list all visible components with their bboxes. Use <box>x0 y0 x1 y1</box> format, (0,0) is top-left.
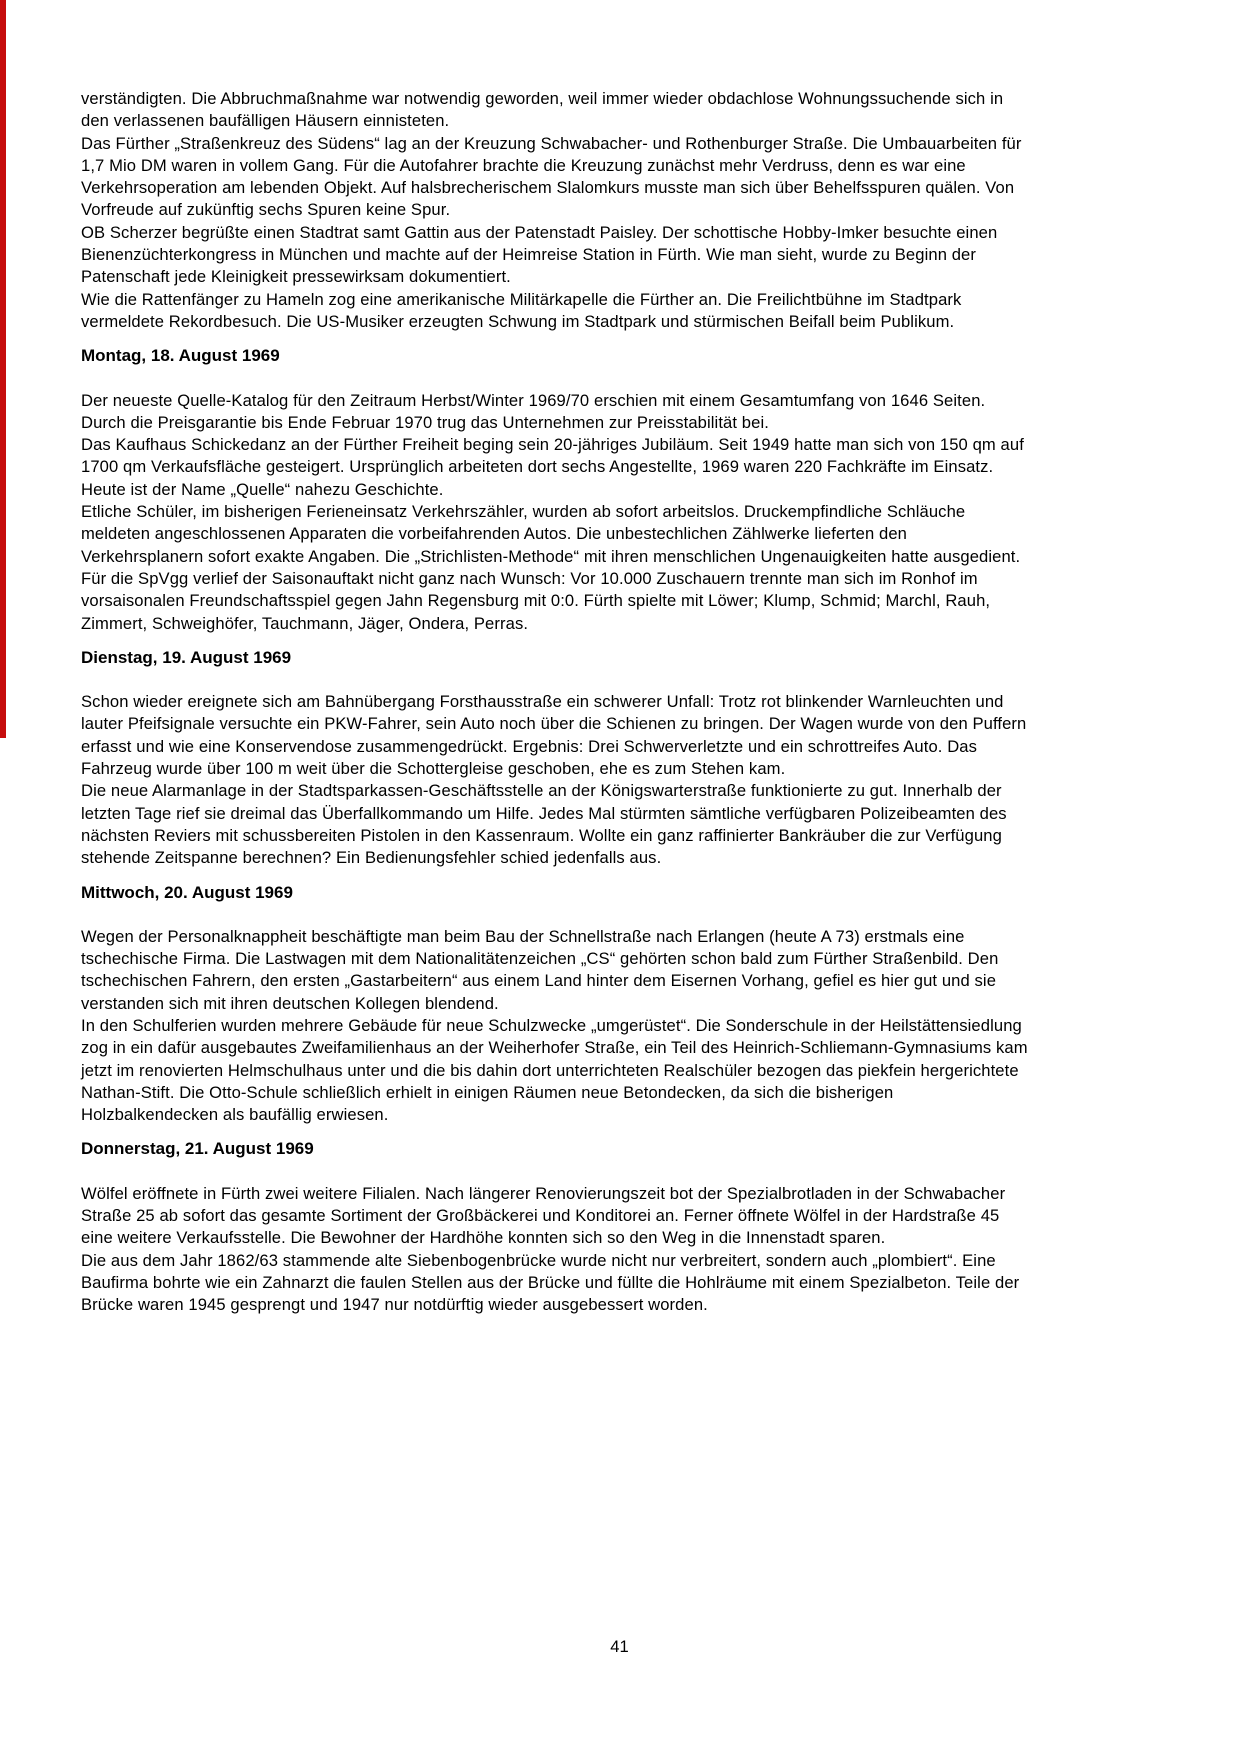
section-heading: Montag, 18. August 1969 <box>81 346 280 366</box>
page-footer <box>0 1636 1239 1658</box>
text-paragraph: Schon wieder ereignete sich am Bahnübergang Forsthausstraße ein schwerer Unfall: Trotz rot blinkender Warnleuchten und lauter Pfeifsignale versuchte ein PKW-Fahrer, sein Auto noch über die Schienen zu bringen. Der Wagen wurde von den Puffern erfasst und wie eine Konservendose zusammengedrückt. Ergebnis: Drei Schwerverletzte und ein schrottreifes Auto. Das Fahrzeug wurde über 100 m weit über die Schottergleise geschoben, ehe es zum Stehen kam. <box>81 692 1027 779</box>
text-paragraph: Das Kaufhaus Schickedanz an der Fürther Freiheit beging sein 20-jähriges Jubiläum. Seit 1949 hatte man sich von 150 qm auf 1700 qm Verkaufsfläche gesteigert. Ursprünglich arbeiteten dort sechs Angestellte, 1969 waren 220 Fachkräfte im Einsatz. Heute ist der Name „Quelle“ nahezu Geschichte. <box>81 435 1024 499</box>
section-mittwoch-20-august-1969 <box>81 882 1033 1127</box>
text-paragraph: Für die SpVgg verlief der Saisonauftakt nicht ganz nach Wunsch: Vor 10.000 Zuschauern trennte man sich im Ronhof im vorsaisonalen Freundschaftsspiel gegen Jahn Regensburg mit 0:0. Fürth spielte mit Löwer; Klump, Schmid; Marchl, Rauh, Zimmert, Schweighöfer, Tauchmann, Jäger, Ondera, Perras. <box>81 568 991 633</box>
section-heading: Dienstag, 19. August 1969 <box>81 647 292 667</box>
text-paragraph: Der neueste Quelle-Katalog für den Zeitraum Herbst/Winter 1969/70 erschien mit einem Gesamtumfang von 1646 Seiten. Durch die Preisgarantie bis Ende Februar 1970 trug das Unternehmen zur Preisstabilität bei. <box>81 390 986 432</box>
text-paragraph: Das Fürther „Straßenkreuz des Südens“ lag an der Kreuzung Schwabacher- und Rothenburger Straße. Die Umbauarbeiten für 1,7 Mio DM waren in vollem Gang. Für die Autofahrer brachte die Kreuzung zunächst mehr Verdruss, denn es war eine Verkehrsoperation am lebenden Objekt. Auf halsbrecherischem Slalomkurs musste man sich über Behelfsspuren quälen. Von Vorfreude auf zukünftig sechs Spuren keine Spur. <box>81 133 1022 220</box>
text-paragraph: Die neue Alarmanlage in der Stadtsparkassen-Geschäftsstelle an der Königswarterstraße funktionierte zu gut. Innerhalb der letzten Tage rief sie dreimal das Überfallkommando um Hilfe. Jedes Mal stürmten sämtliche verfügbaren Polizeibeamten des nächsten Reviers mit schussbereiten Pistolen in den Kassenraum. Wollte ein ganz raffinierter Bankräuber die zur Verfügung stehende Zeitspanne berechnen? Ein Bedienungsfehler schied jedenfalls aus. <box>81 781 1007 868</box>
text-paragraph: Die aus dem Jahr 1862/63 stammende alte Siebenbogenbrücke wurde nicht nur verbreitert, sondern auch „plombiert“. Eine Baufirma bohrte wie ein Zahnarzt die faulen Stellen aus der Brücke und füllte die Hohlräume mit einem Spezialbeton. Teile der Brücke waren 1945 gesprengt und 1947 nur notdürftig wieder ausgebessert worden. <box>81 1250 1020 1315</box>
section-continuation <box>81 88 1033 333</box>
text-paragraph: Etliche Schüler, im bisherigen Ferieneinsatz Verkehrszähler, wurden ab sofort arbeitslos. Druckempfindliche Schläuche meldeten angeschlossenen Apparaten die vorbeifahrenden Autos. Die unbestechlichen Zählwerke lieferten den Verkehrsplanern sofort exakte Angaben. Die „Strichlisten-Methode“ mit ihren menschlichen Ungenauigkeiten hatte ausgedient. <box>81 502 1021 566</box>
text-paragraph: Wölfel eröffnete in Fürth zwei weitere Filialen. Nach längerer Renovierungszeit bot der Spezialbrotladen in der Schwabacher Straße 25 ab sofort das gesamte Sortiment der Großbäckerei und Konditorei an. Ferner öffnete Wölfel in der Hardstraße 45 eine weitere Verkaufsstelle. Die Bewohner der Hardhöhe konnten sich so den Weg in die Innenstadt sparen. <box>81 1183 1006 1248</box>
page-number: 41 <box>610 1637 629 1656</box>
document-text-block <box>81 88 1033 1317</box>
section-montag-18-august-1969 <box>81 345 1033 635</box>
section-heading: Mittwoch, 20. August 1969 <box>81 882 293 902</box>
section-dienstag-19-august-1969 <box>81 647 1033 870</box>
red-margin-strip <box>0 0 6 738</box>
text-paragraph: Wie die Rattenfänger zu Hameln zog eine amerikanische Militärkapelle die Fürther an. Die Freilichtbühne im Stadtpark vermeldete Rekordbesuch. Die US-Musiker erzeugten Schwung im Stadtpark und stürmischen Beifall beim Publikum. <box>81 289 962 331</box>
text-paragraph: OB Scherzer begrüßte einen Stadtrat samt Gattin aus der Patenstadt Paisley. Der schottische Hobby-Imker besuchte einen Bienenzüchterkongress in München und machte auf der Heimreise Station in Fürth. Wie man sieht, wurde zu Beginn der Patenschaft jede Kleinigkeit pressewirksam dokumentiert. <box>81 222 998 287</box>
text-paragraph: verständigten. Die Abbruchmaßnahme war notwendig geworden, weil immer wieder obdachlose Wohnungssuchende sich in den verlassenen baufälligen Häusern einnisteten. <box>81 89 1004 131</box>
section-heading: Donnerstag, 21. August 1969 <box>81 1139 314 1159</box>
text-paragraph: Wegen der Personalknappheit beschäftigte man beim Bau der Schnellstraße nach Erlangen (heute A 73) erstmals eine tschechische Firma. Die Lastwagen mit dem Nationalitätenzeichen „CS“ gehörten schon bald zum Fürther Straßenbild. Den tschechischen Fahrern, den ersten „Gastarbeitern“ aus einem Land hinter dem Eisernen Vorhang, gefiel es hier gut und sie verstanden sich mit ihren deutschen Kollegen blendend. <box>81 926 999 1013</box>
section-donnerstag-21-august-1969 <box>81 1138 1033 1316</box>
text-paragraph: In den Schulferien wurden mehrere Gebäude für neue Schulzwecke „umgerüstet“. Die Sonderschule in der Heilstättensiedlung zog in ein dafür ausgebautes Zweifamilienhaus an der Weiherhofer Straße, ein Teil des Heinrich-Schliemann-Gymnasiums kam jetzt im renovierten Helmschulhaus unter und die bis dahin dort unterrichteten Realschüler bezogen das piekfein hergerichtete Nathan-Stift. Die Otto-Schule schließlich erhielt in einigen Räumen neue Betondecken, da sich die bisherigen Holzbalkendecken als baufällig erwiesen. <box>81 1015 1028 1125</box>
